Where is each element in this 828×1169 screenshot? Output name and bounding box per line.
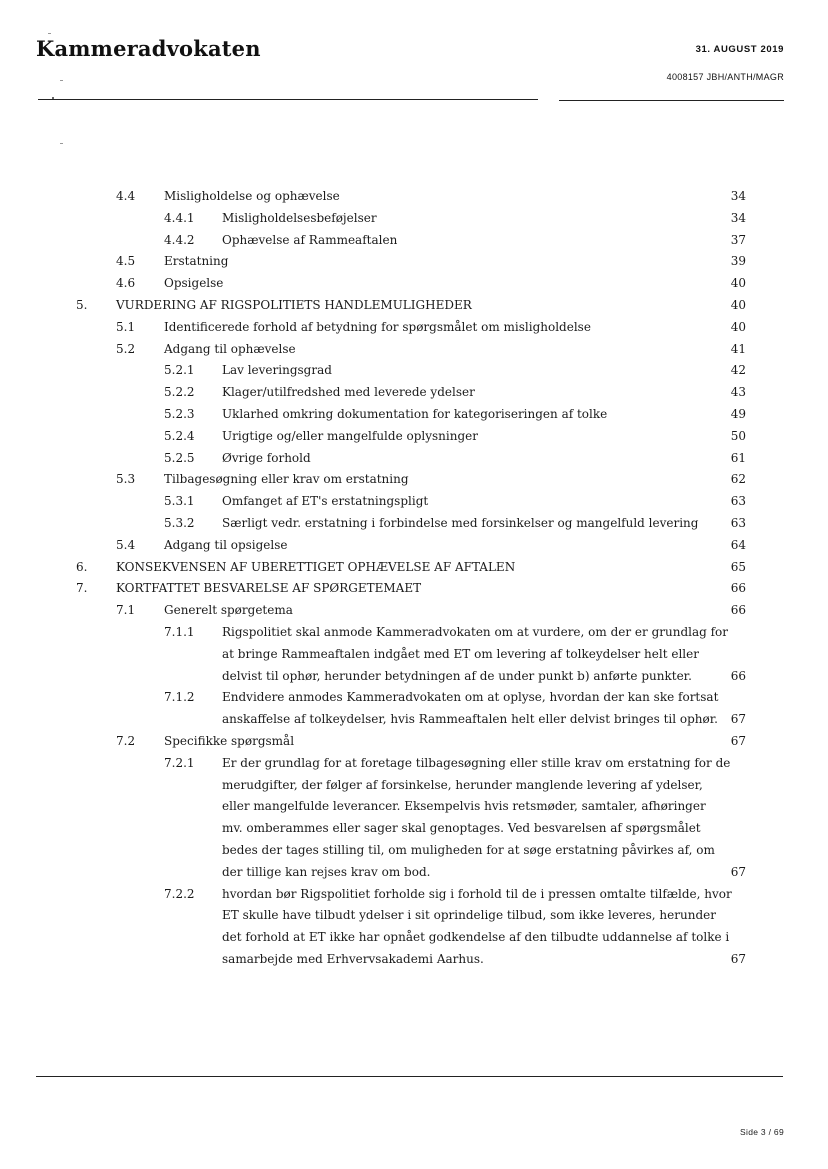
toc-entry-title xyxy=(164,535,288,557)
toc-entry-page: 62 xyxy=(730,472,746,487)
toc-entry xyxy=(0,557,828,579)
toc-entry-number: 4.4.2 xyxy=(164,232,195,247)
toc-entry-title-line: Urigtige og/eller mangelfulde oplysninger xyxy=(222,428,478,443)
toc-entry-number: 5.4 xyxy=(116,537,136,552)
toc-entry-title xyxy=(222,513,698,535)
toc-entry-title-line: merudgifter, der følger af forsinkelse, herunder manglende levering af ydelser, xyxy=(222,777,703,792)
toc-entry-page: 41 xyxy=(730,341,746,356)
toc-entry-title-line: mv. omberammes eller sager skal genoptages. Ved besvarelsen af spørgsmålet xyxy=(222,821,701,836)
toc-entry xyxy=(0,600,828,622)
toc-entry xyxy=(0,317,828,339)
toc-entry-page: 66 xyxy=(730,603,746,618)
toc-entry-title-line: Opsigelse xyxy=(164,276,224,291)
document-date: 31. AUGUST 2019 xyxy=(695,44,784,55)
toc-entry-number: 4.5 xyxy=(116,254,136,269)
toc-entry-page: 63 xyxy=(730,494,746,509)
toc-entry-title xyxy=(222,448,311,470)
toc-entry-page: 42 xyxy=(730,363,746,378)
toc-entry-title-line: ET skulle have tilbudt ydelser i sit oprindelige tilbud, som ikke leveres, herunder xyxy=(222,908,716,923)
toc-entry-number: 6. xyxy=(76,559,88,574)
toc-entry-title-line: Endvidere anmodes Kammeradvokaten om at oplyse, hvordan der kan ske fortsat xyxy=(222,690,719,705)
toc-entry-page: 67 xyxy=(730,864,746,879)
toc-entry-number: 5.2.4 xyxy=(164,428,195,443)
toc-entry-number: 4.6 xyxy=(116,276,136,291)
toc-entry xyxy=(0,404,828,426)
toc-entry-title xyxy=(164,273,223,295)
toc-entry-title-line: VURDERING AF RIGSPOLITIETS HANDLEMULIGHEDER xyxy=(116,297,472,312)
toc-entry xyxy=(0,230,828,252)
toc-entry-number: 7.1 xyxy=(116,603,136,618)
toc-entry-number: 5.2.5 xyxy=(164,450,195,465)
toc-entry-title-line: Generelt spørgetema xyxy=(164,603,293,618)
brand-logo-text: Kammeradvokaten xyxy=(36,36,261,61)
toc-entry-number: 5.2.3 xyxy=(164,406,195,421)
toc-entry-page: 63 xyxy=(730,515,746,530)
toc-entry-title-line: Særligt vedr. erstatning i forbindelse med forsinkelser og mangelfuld levering xyxy=(222,515,699,530)
toc-entry-title-line: at bringe Rammeaftalen indgået med ET om levering af tolkeydelser helt eller xyxy=(222,646,699,661)
toc-entry-title xyxy=(164,731,294,753)
toc-entry-title xyxy=(164,317,591,339)
toc-entry-page: 64 xyxy=(730,537,746,552)
toc-entry-title xyxy=(222,622,729,687)
toc-entry-page: 67 xyxy=(730,951,746,966)
toc-entry xyxy=(0,295,828,317)
toc-entry-title xyxy=(222,491,428,513)
toc-entry-title-line: Uklarhed omkring dokumentation for kategoriseringen af tolke xyxy=(222,406,608,421)
toc-entry-title xyxy=(164,469,409,491)
toc-entry-title xyxy=(222,753,731,884)
toc-entry-title-line: anskaffelse af tolkeydelser, hvis Rammeaftalen helt eller delvist bringes til ophør. xyxy=(222,712,718,727)
toc-entry-title xyxy=(222,360,332,382)
toc-entry-number: 5.2.2 xyxy=(164,385,195,400)
toc-entry-title-line: KORTFATTET BESVARELSE AF SPØRGETEMAET xyxy=(116,581,422,596)
toc-entry-title-line: Erstatning xyxy=(164,254,229,269)
toc-entry-title xyxy=(116,295,472,317)
toc-entry-title xyxy=(222,426,478,448)
toc-entry-title xyxy=(222,404,607,426)
toc-entry-title-line: Ophævelse af Rammeaftalen xyxy=(222,232,398,247)
toc-entry-page: 65 xyxy=(730,559,746,574)
toc-entry-title xyxy=(164,339,296,361)
scan-speck xyxy=(60,80,63,81)
toc-entry-title-line: Adgang til ophævelse xyxy=(164,341,296,356)
toc-entry xyxy=(0,687,828,731)
footer-rule xyxy=(36,1076,783,1077)
toc-entry xyxy=(0,339,828,361)
toc-entry-title-line: KONSEKVENSEN AF UBERETTIGET OPHÆVELSE AF AFTALEN xyxy=(116,559,516,574)
toc-entry-title-line: Misligholdelse og ophævelse xyxy=(164,189,340,203)
scan-speck xyxy=(48,33,51,34)
toc-entry-title xyxy=(116,557,515,579)
toc-entry-page: 34 xyxy=(730,210,746,225)
toc-entry xyxy=(0,578,828,600)
toc-entry-page: 50 xyxy=(730,428,746,443)
toc-entry-number: 7.2 xyxy=(116,733,136,748)
toc-entry-title-line: Specifikke spørgsmål xyxy=(164,733,295,748)
toc-entry xyxy=(0,491,828,513)
toc-entry-title-line: Tilbagesøgning eller krav om erstatning xyxy=(164,472,409,487)
toc-entry-number: 5.2.1 xyxy=(164,363,195,378)
header-rule-right xyxy=(559,100,784,101)
toc-entry xyxy=(0,884,828,971)
toc-entry-title xyxy=(222,382,475,404)
toc-entry xyxy=(0,382,828,404)
toc-entry-number: 4.4 xyxy=(116,189,136,203)
toc-entry-title-line: bedes der tages stilling til, om muligheden for at søge erstatning påvirkes af, om xyxy=(222,842,715,857)
toc-entry xyxy=(0,753,828,884)
toc-entry-title-line: Adgang til opsigelse xyxy=(164,537,288,552)
toc-entry-title xyxy=(164,600,293,622)
toc-entry xyxy=(0,426,828,448)
toc-entry-page: 61 xyxy=(730,450,746,465)
toc-entry-number: 7.1.2 xyxy=(164,690,195,705)
page-number: Side 3 / 69 xyxy=(740,1127,784,1137)
toc-entry-title xyxy=(164,251,228,273)
scan-speck xyxy=(60,143,63,144)
toc-entry-number: 5. xyxy=(76,297,88,312)
document-reference: 4008157 JBH/ANTH/MAGR xyxy=(666,72,784,82)
toc-entry-page: 37 xyxy=(730,232,746,247)
toc-entry xyxy=(0,273,828,295)
toc-entry xyxy=(0,622,828,687)
toc-entry-number: 7.1.1 xyxy=(164,624,195,639)
toc-entry-number: 5.3.1 xyxy=(164,494,195,509)
toc-entry-title-line: hvordan bør Rigspolitiet forholde sig i forhold til de i pressen omtalte tilfælde, hvor xyxy=(222,886,732,901)
toc-entry-title xyxy=(222,687,719,731)
toc-entry-title-line: samarbejde med Erhvervsakademi Aarhus. xyxy=(222,951,484,966)
toc-entry-page: 43 xyxy=(730,385,746,400)
toc-entry-title-line: eller mangelfulde leverancer. Eksempelvis hvis retsmøder, samtaler, afhøringer xyxy=(222,799,706,814)
toc-entry xyxy=(0,208,828,230)
toc-entry-title xyxy=(222,208,377,230)
toc-entry-title-line: det forhold at ET ikke har opnået godkendelse af den tilbudte uddannelse af tolke i xyxy=(222,930,730,945)
toc-entry xyxy=(0,469,828,491)
toc-entry xyxy=(0,186,828,208)
toc-entry-number: 5.2 xyxy=(116,341,136,356)
toc-entry-page: 49 xyxy=(730,406,746,421)
toc-entry xyxy=(0,535,828,557)
toc-entry-page: 40 xyxy=(730,319,746,334)
toc-entry xyxy=(0,513,828,535)
toc-entry-number: 4.4.1 xyxy=(164,210,195,225)
toc-entry-title-line: Omfanget af ET's erstatningspligt xyxy=(222,494,429,509)
toc-entry-title-line: Lav leveringsgrad xyxy=(222,363,332,378)
toc-entry-title xyxy=(164,186,340,208)
toc-entry-title-line: der tillige kan rejses krav om bod. xyxy=(222,864,431,879)
toc-entry-page: 40 xyxy=(730,297,746,312)
toc-entry-title-line: Rigspolitiet skal anmode Kammeradvokaten om at vurdere, om der er grundlag for xyxy=(222,624,729,639)
table-of-contents xyxy=(0,186,828,971)
toc-entry xyxy=(0,251,828,273)
toc-entry-title-line: Misligholdelsesbeføjelser xyxy=(222,210,377,225)
toc-entry-page: 39 xyxy=(730,254,746,269)
toc-entry-page: 67 xyxy=(730,733,746,748)
toc-entry-page: 67 xyxy=(730,712,746,727)
toc-entry-page: 34 xyxy=(730,189,746,203)
toc-entry-number: 7.2.2 xyxy=(164,886,195,901)
toc-entry-title-line: Er der grundlag for at foretage tilbagesøgning eller stille krav om erstatning for de xyxy=(222,755,731,770)
toc-entry-title-line: Klager/utilfredshed med leverede ydelser xyxy=(222,385,475,400)
toc-entry-page: 66 xyxy=(730,668,746,683)
toc-entry-number: 5.3.2 xyxy=(164,515,195,530)
toc-entry-title-line: Øvrige forhold xyxy=(222,450,311,465)
toc-entry-page: 40 xyxy=(730,276,746,291)
toc-entry-page: 66 xyxy=(730,581,746,596)
toc-entry xyxy=(0,448,828,470)
toc-entry-title-line: Identificerede forhold af betydning for spørgsmålet om misligholdelse xyxy=(164,319,591,334)
toc-entry-number: 5.1 xyxy=(116,319,136,334)
toc-entry-title-line: delvist til ophør, herunder betydningen af de under punkt b) anførte punkter. xyxy=(222,668,692,683)
toc-entry-title xyxy=(222,230,397,252)
header-rule-left xyxy=(38,99,538,100)
toc-entry xyxy=(0,360,828,382)
toc-entry-number: 7.2.1 xyxy=(164,755,195,770)
toc-entry-title xyxy=(116,578,421,600)
toc-entry-number: 5.3 xyxy=(116,472,136,487)
toc-entry-number: 7. xyxy=(76,581,88,596)
toc-entry xyxy=(0,731,828,753)
toc-entry-title xyxy=(222,884,732,971)
